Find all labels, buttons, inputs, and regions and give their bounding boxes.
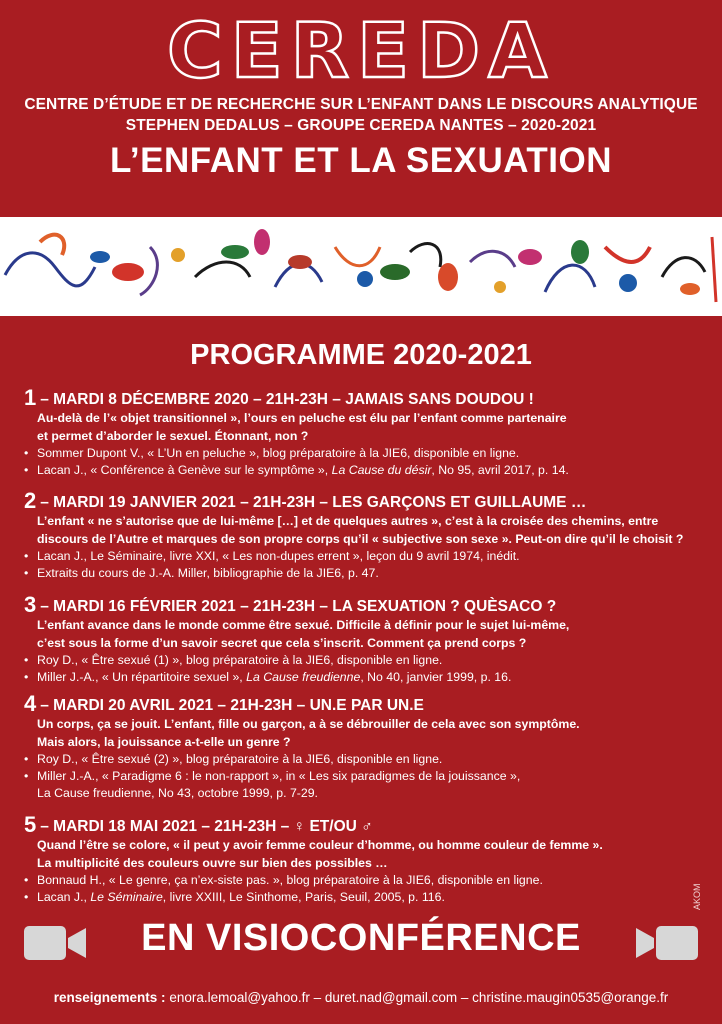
session-title: – MARDI 20 AVRIL 2021 – 21H-23H – UN.E PAR UN.E — [40, 697, 424, 714]
session-description — [24, 837, 704, 872]
description-line: Mais alors, la jouissance a-t-elle un genre ? — [37, 734, 291, 749]
description-line: c’est sous la forme d’un savoir secret que cela s’inscrit. Comment ça prend corps ? — [37, 635, 527, 650]
session-number: 2 — [24, 488, 37, 513]
reference-list — [24, 751, 704, 801]
subtitle-line-1: CENTRE D’ÉTUDE ET DE RECHERCHE SUR L’ENFANT DANS LE DISCOURS ANALYTIQUE — [24, 96, 698, 113]
session-3 — [24, 593, 704, 686]
video-camera-icon — [636, 926, 698, 960]
session-2 — [24, 489, 704, 582]
description-line: Au-delà de l’« objet transitionnel », l’ours en peluche est élu par l’enfant comme partenaire — [37, 411, 567, 425]
visio-banner: EN VISIOCONFÉRENCE — [141, 917, 581, 959]
session-5 — [24, 813, 704, 906]
reference-item: • Lacan J., Le Séminaire, livre XXI, « Les non-dupes errent », leçon du 9 avril 1974, inédit. — [24, 548, 704, 565]
session-description — [24, 617, 704, 652]
programme-title: PROGRAMME 2020-2021 — [190, 339, 532, 371]
session-number: 1 — [24, 385, 37, 410]
reference-item: • Roy D., « Être sexué (1) », blog préparatoire à la JIE6, disponible en ligne. — [24, 652, 704, 669]
session-number: 5 — [24, 812, 37, 837]
session-title: – MARDI 8 DÉCEMBRE 2020 – 21H-23H – JAMAIS SANS DOUDOU ! — [40, 391, 534, 408]
reference-list — [24, 872, 704, 906]
description-line: L’enfant avance dans le monde comme être sexué. Difficile à définir pour le sujet lui-même, — [37, 618, 570, 632]
session-title: – MARDI 19 JANVIER 2021 – 21H-23H – LES GARÇONS ET GUILLAUME … — [40, 494, 587, 511]
reference-item: • Lacan J., « Conférence à Genève sur le symptôme », La Cause du désir, No 95, avril 2017, p. 14. — [24, 462, 704, 479]
contact-emails[interactable]: enora.lemoal@yahoo.fr – duret.nad@gmail.com – christine.maugin0535@orange.fr — [169, 990, 669, 1005]
reference-item: • Sommer Dupont V., « L’Un en peluche », blog préparatoire à la JIE6, disponible en ligne. — [24, 445, 704, 462]
session-heading — [24, 813, 704, 837]
session-description — [24, 410, 704, 445]
description-line: discours de l’Autre et marques de son propre corps qu’il « subjective son sexe ». Peut-on dire qu’il le choisit ? — [37, 531, 684, 546]
session-description — [24, 513, 704, 548]
subtitle-line-2: STEPHEN DEDALUS – GROUPE CEREDA NANTES – 2020-2021 — [125, 117, 597, 134]
reference-list — [24, 548, 704, 582]
contact-label: renseignements : — [53, 990, 166, 1005]
session-title: – MARDI 16 FÉVRIER 2021 – 21H-23H – LA SEXUATION ? QUÈSACO ? — [40, 598, 557, 615]
reference-item: • Roy D., « Être sexué (2) », blog préparatoire à la JIE6, disponible en ligne. — [24, 751, 704, 768]
reference-item: • Extraits du cours de J.-A. Miller, bibliographie de la JIE6, p. 47. — [24, 565, 704, 582]
contact-footer — [0, 990, 722, 1005]
session-heading — [24, 386, 704, 410]
session-4 — [24, 692, 704, 801]
description-line: L’enfant « ne s’autorise que de lui-même […] et de quelques autres », c’est à la croisée des chemins, entre — [37, 514, 659, 528]
abstract-shapes-illustration — [0, 217, 722, 316]
session-number: 4 — [24, 691, 37, 716]
reference-item: • Bonnaud H., « Le genre, ça n’ex-siste pas. », blog préparatoire à la JIE6, disponible en ligne. — [24, 872, 704, 889]
reference-item: • Miller J.-A., « Paradigme 6 : le non-rapport », in « Les six paradigmes de la jouissance », La Cause freudienne, No 43, octobre 1999, p. 7-29. — [24, 768, 704, 802]
decorative-band — [0, 217, 722, 316]
session-heading — [24, 593, 704, 617]
theme-title: L’ENFANT ET LA SEXUATION — [109, 141, 613, 180]
session-1 — [24, 386, 704, 479]
reference-item: • Lacan J., Le Séminaire, livre XXIII, Le Sinthome, Paris, Seuil, 2005, p. 116. — [24, 889, 704, 906]
logo: CEREDA — [166, 6, 556, 95]
reference-list — [24, 652, 704, 686]
session-heading — [24, 489, 704, 513]
description-line: Un corps, ça se jouit. L’enfant, fille ou garçon, a à se débrouiller de cela avec son symptôme. — [37, 717, 580, 731]
description-line: La multiplicité des couleurs ouvre sur bien des possibles … — [37, 855, 388, 870]
session-number: 3 — [24, 592, 37, 617]
session-heading — [24, 692, 704, 716]
reference-item: • Miller J.-A., « Un répartitoire sexuel », La Cause freudienne, No 40, janvier 1999, p. 16. — [24, 669, 704, 686]
session-title: – MARDI 18 MAI 2021 – 21H-23H – ♀ ET/OU ♂ — [40, 818, 373, 835]
description-line: et permet d’aborder le sexuel. Étonnant, non ? — [37, 428, 309, 443]
description-line: Quand l’être se colore, « il peut y avoir femme couleur d’homme, ou homme couleur de femme ». — [37, 838, 603, 852]
artist-credit: AKOM — [692, 883, 702, 910]
session-description — [24, 716, 704, 751]
reference-list — [24, 445, 704, 479]
